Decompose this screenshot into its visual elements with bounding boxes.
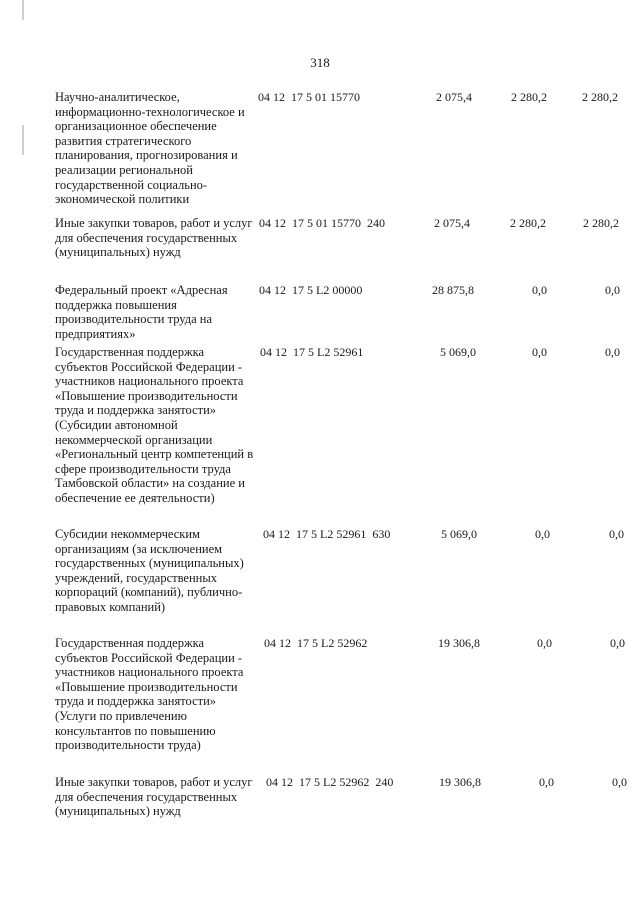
row-description: Иные закупки товаров, работ и услуг для обеспечения государственных (муниципальных) нужд: [55, 775, 253, 819]
row-value-1: 5 069,0: [441, 527, 477, 541]
row-value-1: 2 075,4: [436, 90, 472, 104]
scan-margin-mark: [22, 125, 24, 155]
row-description: Федеральный проект «Адресная поддержка повышения производительности труда на предприятиях»: [55, 283, 228, 341]
row-code: 04 12 17 5 01 15770: [258, 90, 360, 104]
row-code: 04 12 17 5 L2 52961 630: [263, 527, 391, 541]
row-code: 04 12 17 5 L2 52961: [260, 345, 364, 359]
row-value-1: 5 069,0: [440, 345, 476, 359]
row-description: Государственная поддержка субъектов Российской Федерации - участников национального проекта «Повышение производительности труда и поддержка занятости» (Услуги по привлечению консультантов по повышению производительности труда): [55, 636, 244, 753]
row-value-3: 2 280,2: [583, 216, 619, 230]
row-value-2: 0,0: [532, 283, 547, 297]
row-code: 04 12 17 5 L2 00000: [259, 283, 363, 297]
row-value-2: 0,0: [537, 636, 552, 650]
row-code: 04 12 17 5 L2 52962 240: [266, 775, 394, 789]
row-value-2: 0,0: [539, 775, 554, 789]
row-code: 04 12 17 5 01 15770 240: [259, 216, 385, 230]
row-value-2: 0,0: [532, 345, 547, 359]
row-value-1: 19 306,8: [439, 775, 481, 789]
scan-margin-mark: [22, 0, 24, 20]
row-code: 04 12 17 5 L2 52962: [264, 636, 368, 650]
row-value-3: 0,0: [610, 636, 625, 650]
row-description: Научно-аналитическое, информационно-технологическое и организационное обеспечение развития стратегического планирования, прогнозирования и реализации региональной государственной социально-экономической политики: [55, 90, 245, 207]
row-value-1: 2 075,4: [434, 216, 470, 230]
row-description: Иные закупки товаров, работ и услуг для обеспечения государственных (муниципальных) нужд: [55, 216, 253, 260]
row-description: Государственная поддержка субъектов Российской Федерации - участников национального проекта «Повышение производительности труда и поддержка занятости» (Субсидии автономной некоммерческой организации «Региональный центр компетенций в сфере производительности труда Тамбовской области» на создание и обеспечение ее деятельности): [55, 345, 254, 505]
row-value-3: 2 280,2: [582, 90, 618, 104]
row-value-3: 0,0: [612, 775, 627, 789]
row-value-2: 0,0: [535, 527, 550, 541]
row-value-1: 28 875,8: [432, 283, 474, 297]
row-value-2: 2 280,2: [511, 90, 547, 104]
row-value-2: 2 280,2: [510, 216, 546, 230]
row-value-3: 0,0: [605, 283, 620, 297]
row-value-3: 0,0: [609, 527, 624, 541]
page-number: 318: [310, 55, 330, 70]
row-value-1: 19 306,8: [438, 636, 480, 650]
row-description: Субсидии некоммерческим организациям (за исключением государственных (муниципальных) учреждений, государственных корпораций (компаний), публично-правовых компаний): [55, 527, 244, 614]
row-value-3: 0,0: [605, 345, 620, 359]
